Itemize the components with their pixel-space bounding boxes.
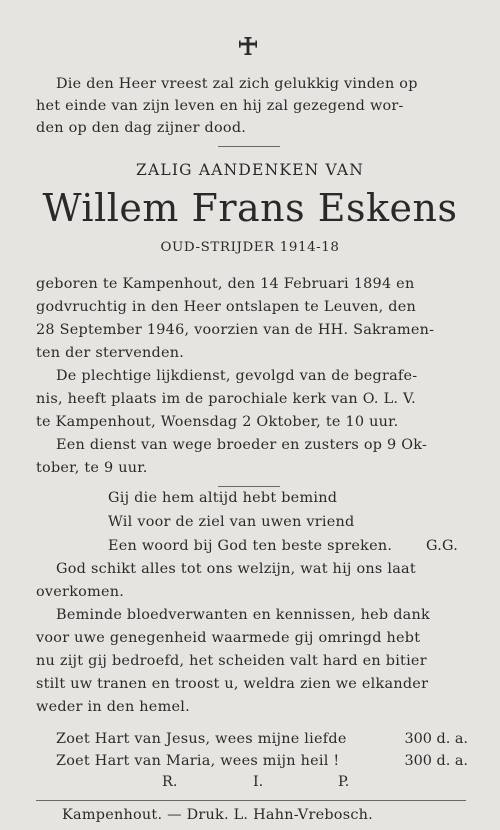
text-line: Een dienst van wege broeder en zusters op 9 Ok- — [56, 437, 428, 453]
text-line: geboren te Kampenhout, den 14 Februari 1894 en — [36, 276, 415, 292]
footer-rule — [36, 800, 466, 801]
text-line: godvruchtig in den Heer ontslapen te Leuven, den — [36, 299, 417, 315]
quote-line: den op den dag zijner dood. — [36, 120, 247, 136]
text-line: weder in den hemel. — [36, 699, 190, 715]
text-line: 28 September 1946, voorzien van de HH. Sakramen- — [36, 322, 435, 338]
indulgence-text: Zoet Hart van Maria, wees mijn heil ! — [56, 753, 340, 769]
text-line: voor uwe genegenheid waarmede gij omringd hebt — [36, 630, 421, 646]
text-line: Beminde bloedverwanten en kennissen, heb dank — [56, 607, 430, 623]
heading: ZALIG AANDENKEN VAN — [135, 161, 365, 179]
text-line: te Kampenhout, Woensdag 2 Oktober, te 10 uur. — [36, 414, 399, 430]
text-line: nu zijt gij bedroefd, het scheiden valt hard en bitier — [36, 653, 427, 669]
cross-icon — [238, 36, 258, 56]
printer-imprint: Kampenhout. — Druk. L. Hahn-Vrebosch. — [62, 807, 374, 823]
indulgence-days: 300 d. a. — [404, 753, 468, 769]
subtitle: OUD-STRIJDER 1914-18 — [160, 240, 340, 255]
poem-line: Gij die hem altijd hebt bemind — [108, 490, 338, 506]
rip-letter: I. — [253, 774, 264, 790]
indulgence-text: Zoet Hart van Jesus, wees mijne liefde — [56, 731, 347, 747]
text-line: tober, te 9 uur. — [36, 460, 148, 476]
rip-letter: R. — [162, 774, 178, 790]
quote-line: Die den Heer vreest zal zich gelukkig vinden op — [56, 76, 418, 92]
poem-line: Een woord bij God ten beste spreken. — [108, 538, 393, 554]
text-line: ten der stervenden. — [36, 345, 185, 361]
indulgence-days: 300 d. a. — [404, 731, 468, 747]
divider — [218, 146, 280, 147]
text-line: stilt uw tranen en troost u, weldra zien we elkander — [36, 676, 429, 692]
deceased-name: Willem Frans Eskens — [42, 186, 458, 230]
quote-line: het einde van zijn leven en hij zal gezegend wor- — [36, 98, 404, 114]
poem-line: Wil voor de ziel van uwen vriend — [108, 514, 355, 530]
text-line: nis, heeft plaats im de parochiale kerk van O. L. V. — [36, 391, 416, 407]
poem-signature: G.G. — [426, 538, 459, 554]
text-line: God schikt alles tot ons welzijn, wat hij ons laat — [56, 561, 416, 577]
divider — [218, 486, 280, 487]
rip-letter: P. — [338, 774, 350, 790]
text-line: De plechtige lijkdienst, gevolgd van de begrafe- — [56, 368, 418, 384]
text-line: overkomen. — [36, 584, 125, 600]
